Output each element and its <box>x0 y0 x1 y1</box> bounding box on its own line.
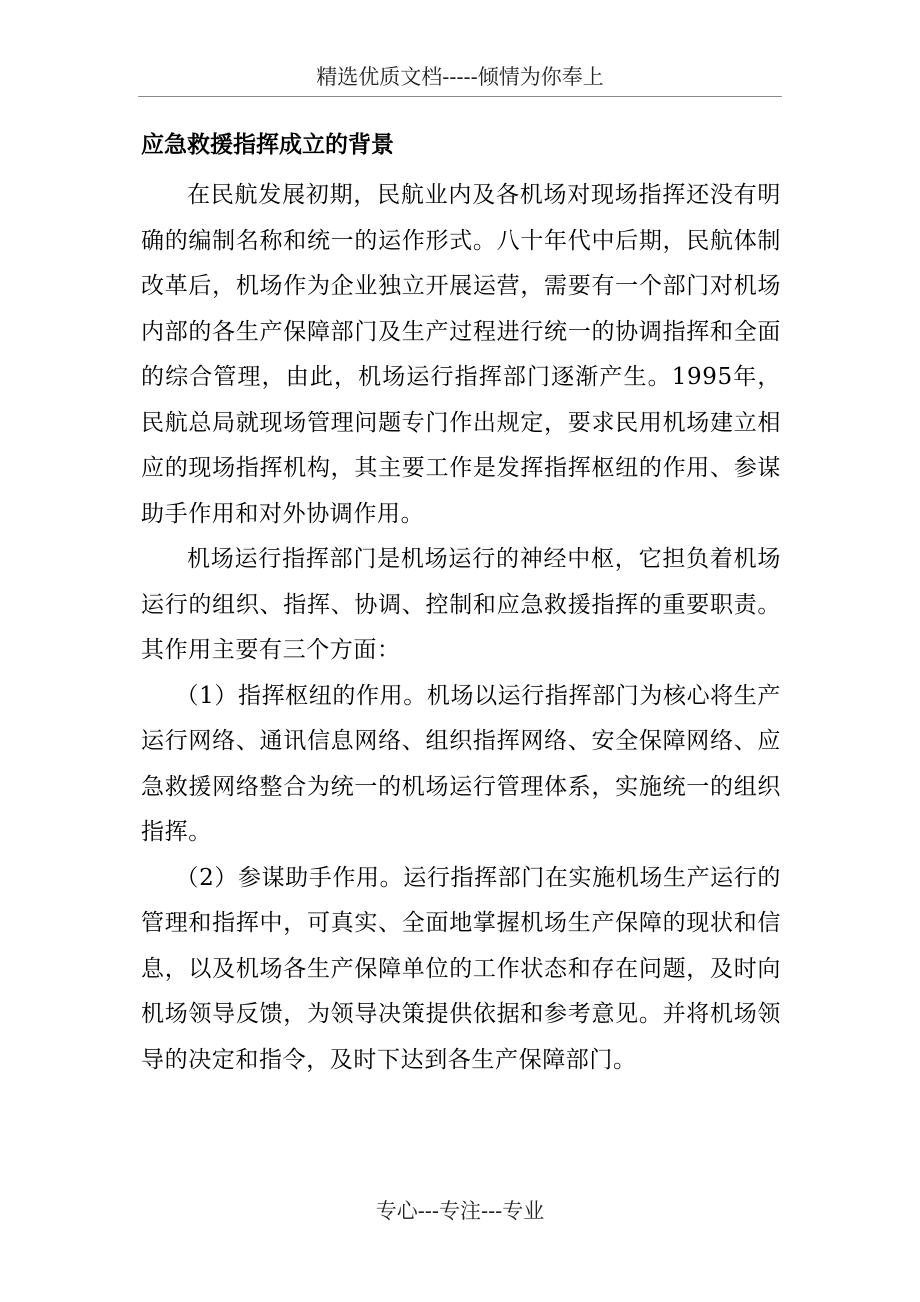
page-footer: 专心---专注---专业 <box>375 1199 545 1223</box>
page-header <box>138 58 782 97</box>
paragraph-role-intro: 机场运行指挥部门是机场运行的神经中枢，它担负着机场运行的组织、指挥、协调、控制和应急救援指挥的重要职责。其作用主要有三个方面： <box>141 546 781 663</box>
document-body <box>141 173 781 1083</box>
section-heading: 应急救援指挥成立的背景 <box>141 132 394 158</box>
paragraph-item-1: （1）指挥枢纽的作用。机场以运行指挥部门为核心将生产运行网络、通讯信息网络、组织指挥网络、安全保障网络、应急救援网络整合为统一的机场运行管理体系，实施统一的组织指挥。 <box>141 682 781 845</box>
header-text: 精选优质文档-----倾情为你奉上 <box>316 65 604 89</box>
paragraph-background: 在民航发展初期，民航业内及各机场对现场指挥还没有明确的编制名称和统一的运作形式。八十年代中后期，民航体制改革后，机场作为企业独立开展运营，需要有一个部门对机场内部的各生产保障部门及生产过程进行统一的协调指挥和全面的综合管理，由此，机场运行指挥部门逐渐产生。1995年，民航总局就现场管理问题专门作出规定，要求民用机场建立相应的现场指挥机构，其主要工作是发挥指挥枢纽的作用、参谋助手作用和对外协调作用。 <box>141 182 781 527</box>
paragraph-item-2: （2）参谋助手作用。运行指挥部门在实施机场生产运行的管理和指挥中，可真实、全面地掌握机场生产保障的现状和信息，以及机场各生产保障单位的工作状态和存在问题，及时向机场领导反馈，为领导决策提供依据和参考意见。并将机场领导的决定和指令，及时下达到各生产保障部门。 <box>141 864 781 1073</box>
